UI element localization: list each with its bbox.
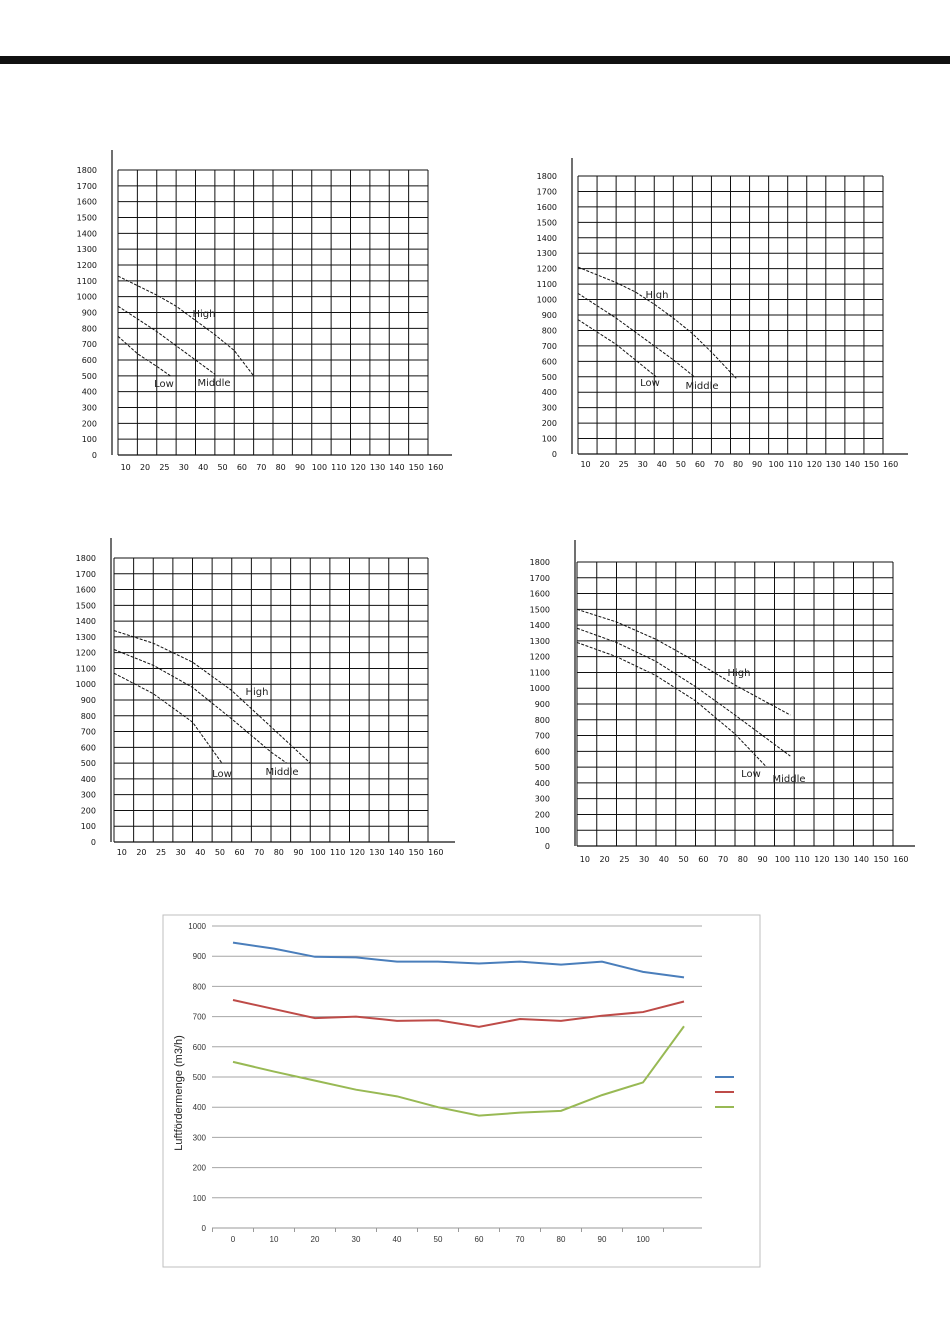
x-tick-label: 140 <box>389 463 405 472</box>
y-tick-label: 900 <box>534 700 550 709</box>
x-tick-label: 60 <box>236 463 248 472</box>
x-tick-label: 160 <box>428 848 444 857</box>
x-tick-label: 110 <box>330 848 346 857</box>
x-tick-label: 100 <box>768 460 784 469</box>
y-tick-label: 1700 <box>536 187 557 197</box>
y-tick-label: 800 <box>192 982 206 992</box>
curve-label-middle: Middle <box>685 381 719 392</box>
x-tick-label: 120 <box>350 463 366 472</box>
y-tick-label: 1100 <box>529 668 550 678</box>
y-tick-label: 1400 <box>76 229 97 239</box>
x-tick-label: 60 <box>694 460 705 469</box>
x-tick-label: 110 <box>794 855 810 864</box>
x-tick-label: 10 <box>579 855 590 864</box>
y-tick-label: 400 <box>80 774 96 784</box>
y-tick-label: 500 <box>541 372 557 382</box>
y-tick-label: 900 <box>80 696 96 705</box>
y-tick-label: 200 <box>534 810 550 820</box>
x-tick-label: 100 <box>311 463 328 472</box>
x-tick-label: 50 <box>214 848 226 857</box>
x-tick-label: 130 <box>369 463 386 472</box>
x-tick-label: 70 <box>718 855 729 864</box>
x-tick-label: 40 <box>195 848 206 857</box>
curve-label-middle: Middle <box>265 767 299 778</box>
x-tick-label: 90 <box>757 855 768 864</box>
y-tick-label: 1700 <box>75 569 96 579</box>
x-tick-label: 25 <box>159 463 170 472</box>
y-tick-label: 100 <box>80 822 96 832</box>
y-tick-label: 300 <box>541 403 557 413</box>
y-tick-label: 400 <box>81 387 97 397</box>
x-tick-label: 150 <box>408 463 424 472</box>
x-tick-label: 130 <box>833 855 850 864</box>
x-tick-label: 110 <box>787 460 803 469</box>
y-tick-label: 900 <box>192 952 206 962</box>
y-tick-label: 300 <box>80 790 96 800</box>
y-tick-label: 0 <box>201 1224 206 1233</box>
y-tick-label: 1500 <box>76 213 97 223</box>
x-tick-label: 60 <box>474 1235 484 1244</box>
y-tick-label: 800 <box>80 711 96 721</box>
x-tick-label: 70 <box>254 848 265 857</box>
y-tick-label: 1800 <box>529 558 550 567</box>
y-tick-label: 1400 <box>529 621 550 631</box>
y-tick-label: 1100 <box>75 664 96 674</box>
x-tick-label: 140 <box>844 460 861 469</box>
y-tick-label: 800 <box>81 324 97 334</box>
x-tick-label: 120 <box>349 848 365 857</box>
x-tick-label: 20 <box>139 463 151 472</box>
x-tick-label: 20 <box>599 460 610 469</box>
y-tick-label: 700 <box>541 341 557 351</box>
x-tick-label: 30 <box>175 848 186 857</box>
y-tick-label: 200 <box>81 419 97 429</box>
y-tick-label: 600 <box>534 747 550 757</box>
y-tick-label: 1500 <box>75 601 96 611</box>
y-tick-label: 1600 <box>536 202 557 212</box>
x-tick-label: 110 <box>331 463 347 472</box>
y-tick-label: 900 <box>541 311 557 320</box>
x-tick-label: 25 <box>619 855 630 864</box>
x-tick-label: 30 <box>637 460 648 469</box>
y-tick-label: 1200 <box>536 264 557 274</box>
x-tick-label: 10 <box>120 463 131 472</box>
x-tick-label: 40 <box>198 463 209 472</box>
x-tick-label: 160 <box>893 855 909 864</box>
y-tick-label: 300 <box>81 403 97 413</box>
y-tick-label: 1000 <box>76 292 97 302</box>
y-tick-label: 1600 <box>529 589 550 599</box>
y-tick-label: 700 <box>81 340 97 350</box>
y-tick-label: 400 <box>541 388 557 398</box>
y-tick-label: 1300 <box>75 632 96 642</box>
x-tick-label: 30 <box>351 1235 361 1244</box>
y-tick-label: 1700 <box>76 181 97 191</box>
y-tick-label: 200 <box>192 1163 206 1173</box>
x-tick-label: 100 <box>310 848 326 857</box>
y-tick-label: 500 <box>80 759 96 769</box>
x-tick-label: 160 <box>428 463 444 472</box>
x-tick-label: 150 <box>863 460 880 469</box>
x-tick-label: 140 <box>388 848 405 857</box>
y-tick-label: 700 <box>80 727 96 737</box>
y-tick-label: 1000 <box>536 295 557 305</box>
y-tick-label: 300 <box>534 794 550 804</box>
x-tick-label: 90 <box>293 848 304 857</box>
x-tick-label: 130 <box>825 460 841 469</box>
y-tick-label: 1000 <box>75 680 96 690</box>
curve-label-high: High <box>245 687 269 698</box>
x-tick-label: 130 <box>369 848 385 857</box>
curve-label-low: Low <box>212 769 232 780</box>
x-tick-label: 10 <box>269 1235 279 1244</box>
x-tick-label: 80 <box>556 1235 566 1244</box>
x-tick-label: 60 <box>698 855 709 864</box>
y-tick-label: 700 <box>192 1012 206 1022</box>
x-tick-label: 140 <box>853 855 870 864</box>
x-tick-label: 30 <box>178 463 189 472</box>
y-tick-label: 800 <box>534 715 550 725</box>
y-tick-label: 100 <box>541 434 557 444</box>
x-tick-label: 70 <box>256 463 267 472</box>
curve-label-low: Low <box>154 379 174 390</box>
y-tick-label: 0 <box>544 842 550 851</box>
x-tick-label: 25 <box>155 848 167 857</box>
y-tick-label: 1100 <box>536 280 557 290</box>
y-tick-label: 0 <box>551 450 557 459</box>
y-tick-label: 1200 <box>76 261 97 270</box>
x-tick-label: 25 <box>618 460 629 469</box>
y-tick-label: 400 <box>534 778 550 788</box>
x-tick-label: 50 <box>675 460 686 469</box>
y-tick-label: 600 <box>81 356 97 365</box>
y-tick-label: 100 <box>192 1193 206 1203</box>
y-tick-label: 1800 <box>75 554 96 563</box>
y-tick-label: 700 <box>534 731 550 741</box>
y-tick-label: 1700 <box>529 573 550 583</box>
y-tick-label: 300 <box>192 1133 206 1143</box>
y-tick-label: 0 <box>91 451 97 460</box>
x-tick-label: 90 <box>294 463 306 472</box>
y-tick-label: 200 <box>541 419 557 429</box>
x-tick-label: 80 <box>273 848 284 857</box>
y-tick-label: 1500 <box>529 605 550 615</box>
y-tick-label: 200 <box>80 806 96 816</box>
y-tick-label: 100 <box>534 826 550 836</box>
y-tick-label: 1300 <box>536 249 557 259</box>
x-tick-label: 150 <box>873 855 889 864</box>
y-tick-label: 900 <box>81 308 97 318</box>
y-tick-label: 1600 <box>76 197 97 207</box>
y-tick-label: 1000 <box>529 684 550 694</box>
y-tick-label: 1300 <box>529 636 550 646</box>
x-tick-label: 40 <box>656 460 667 469</box>
x-tick-label: 80 <box>275 463 286 472</box>
y-tick-label: 600 <box>80 743 96 753</box>
y-tick-label: 1100 <box>76 276 97 286</box>
y-tick-label: 1600 <box>75 585 96 595</box>
x-tick-label: 120 <box>806 460 822 469</box>
curve-label-middle: Middle <box>772 774 806 785</box>
x-tick-label: 70 <box>713 460 725 469</box>
y-tick-label: 500 <box>192 1073 206 1082</box>
plot-frame <box>163 915 760 1267</box>
x-tick-label: 70 <box>515 1235 525 1244</box>
y-tick-label: 1000 <box>188 922 206 931</box>
x-tick-label: 30 <box>639 855 650 864</box>
x-tick-label: 100 <box>636 1235 650 1244</box>
x-tick-label: 10 <box>116 848 127 857</box>
y-tick-label: 400 <box>192 1103 206 1113</box>
y-tick-label: 600 <box>541 357 557 367</box>
x-tick-label: 0 <box>230 1235 236 1244</box>
y-tick-label: 0 <box>90 838 96 847</box>
x-tick-label: 40 <box>658 855 669 864</box>
curve-label-middle: Middle <box>197 378 231 389</box>
x-tick-label: 20 <box>599 855 610 864</box>
y-tick-label: 500 <box>81 371 97 381</box>
y-tick-label: 100 <box>81 435 97 445</box>
y-tick-label: 1800 <box>536 172 557 181</box>
x-tick-label: 50 <box>433 1235 443 1244</box>
curve-label-high: High <box>727 668 751 679</box>
x-tick-label: 10 <box>580 460 591 469</box>
x-tick-label: 100 <box>774 855 791 864</box>
x-tick-label: 20 <box>310 1235 320 1244</box>
x-tick-label: 80 <box>732 460 744 469</box>
curve-label-high: High <box>645 290 669 301</box>
y-tick-label: 1200 <box>529 652 550 662</box>
y-tick-label: 1500 <box>536 218 557 228</box>
y-tick-label: 1400 <box>75 617 96 627</box>
x-tick-label: 50 <box>678 855 689 864</box>
curve-label-low: Low <box>741 769 761 780</box>
x-tick-label: 50 <box>217 463 228 472</box>
x-tick-label: 160 <box>882 460 899 469</box>
y-tick-label: 600 <box>192 1042 206 1052</box>
curve-label-high: High <box>192 309 216 320</box>
curve-label-low: Low <box>640 378 660 389</box>
y-axis-label: Luftfördermenge (m3/h) <box>173 1035 185 1151</box>
y-tick-label: 500 <box>534 763 550 773</box>
x-tick-label: 40 <box>392 1235 402 1244</box>
x-tick-label: 90 <box>597 1235 607 1244</box>
y-tick-label: 1800 <box>76 166 97 175</box>
x-tick-label: 90 <box>752 460 763 469</box>
x-tick-label: 120 <box>814 855 830 864</box>
y-tick-label: 1400 <box>536 233 557 243</box>
y-tick-label: 1300 <box>76 245 97 255</box>
x-tick-label: 20 <box>136 848 147 857</box>
x-tick-label: 80 <box>737 855 748 864</box>
x-tick-label: 60 <box>234 848 245 857</box>
y-tick-label: 800 <box>541 326 557 336</box>
y-tick-label: 1200 <box>75 648 96 658</box>
x-tick-label: 150 <box>408 848 424 857</box>
